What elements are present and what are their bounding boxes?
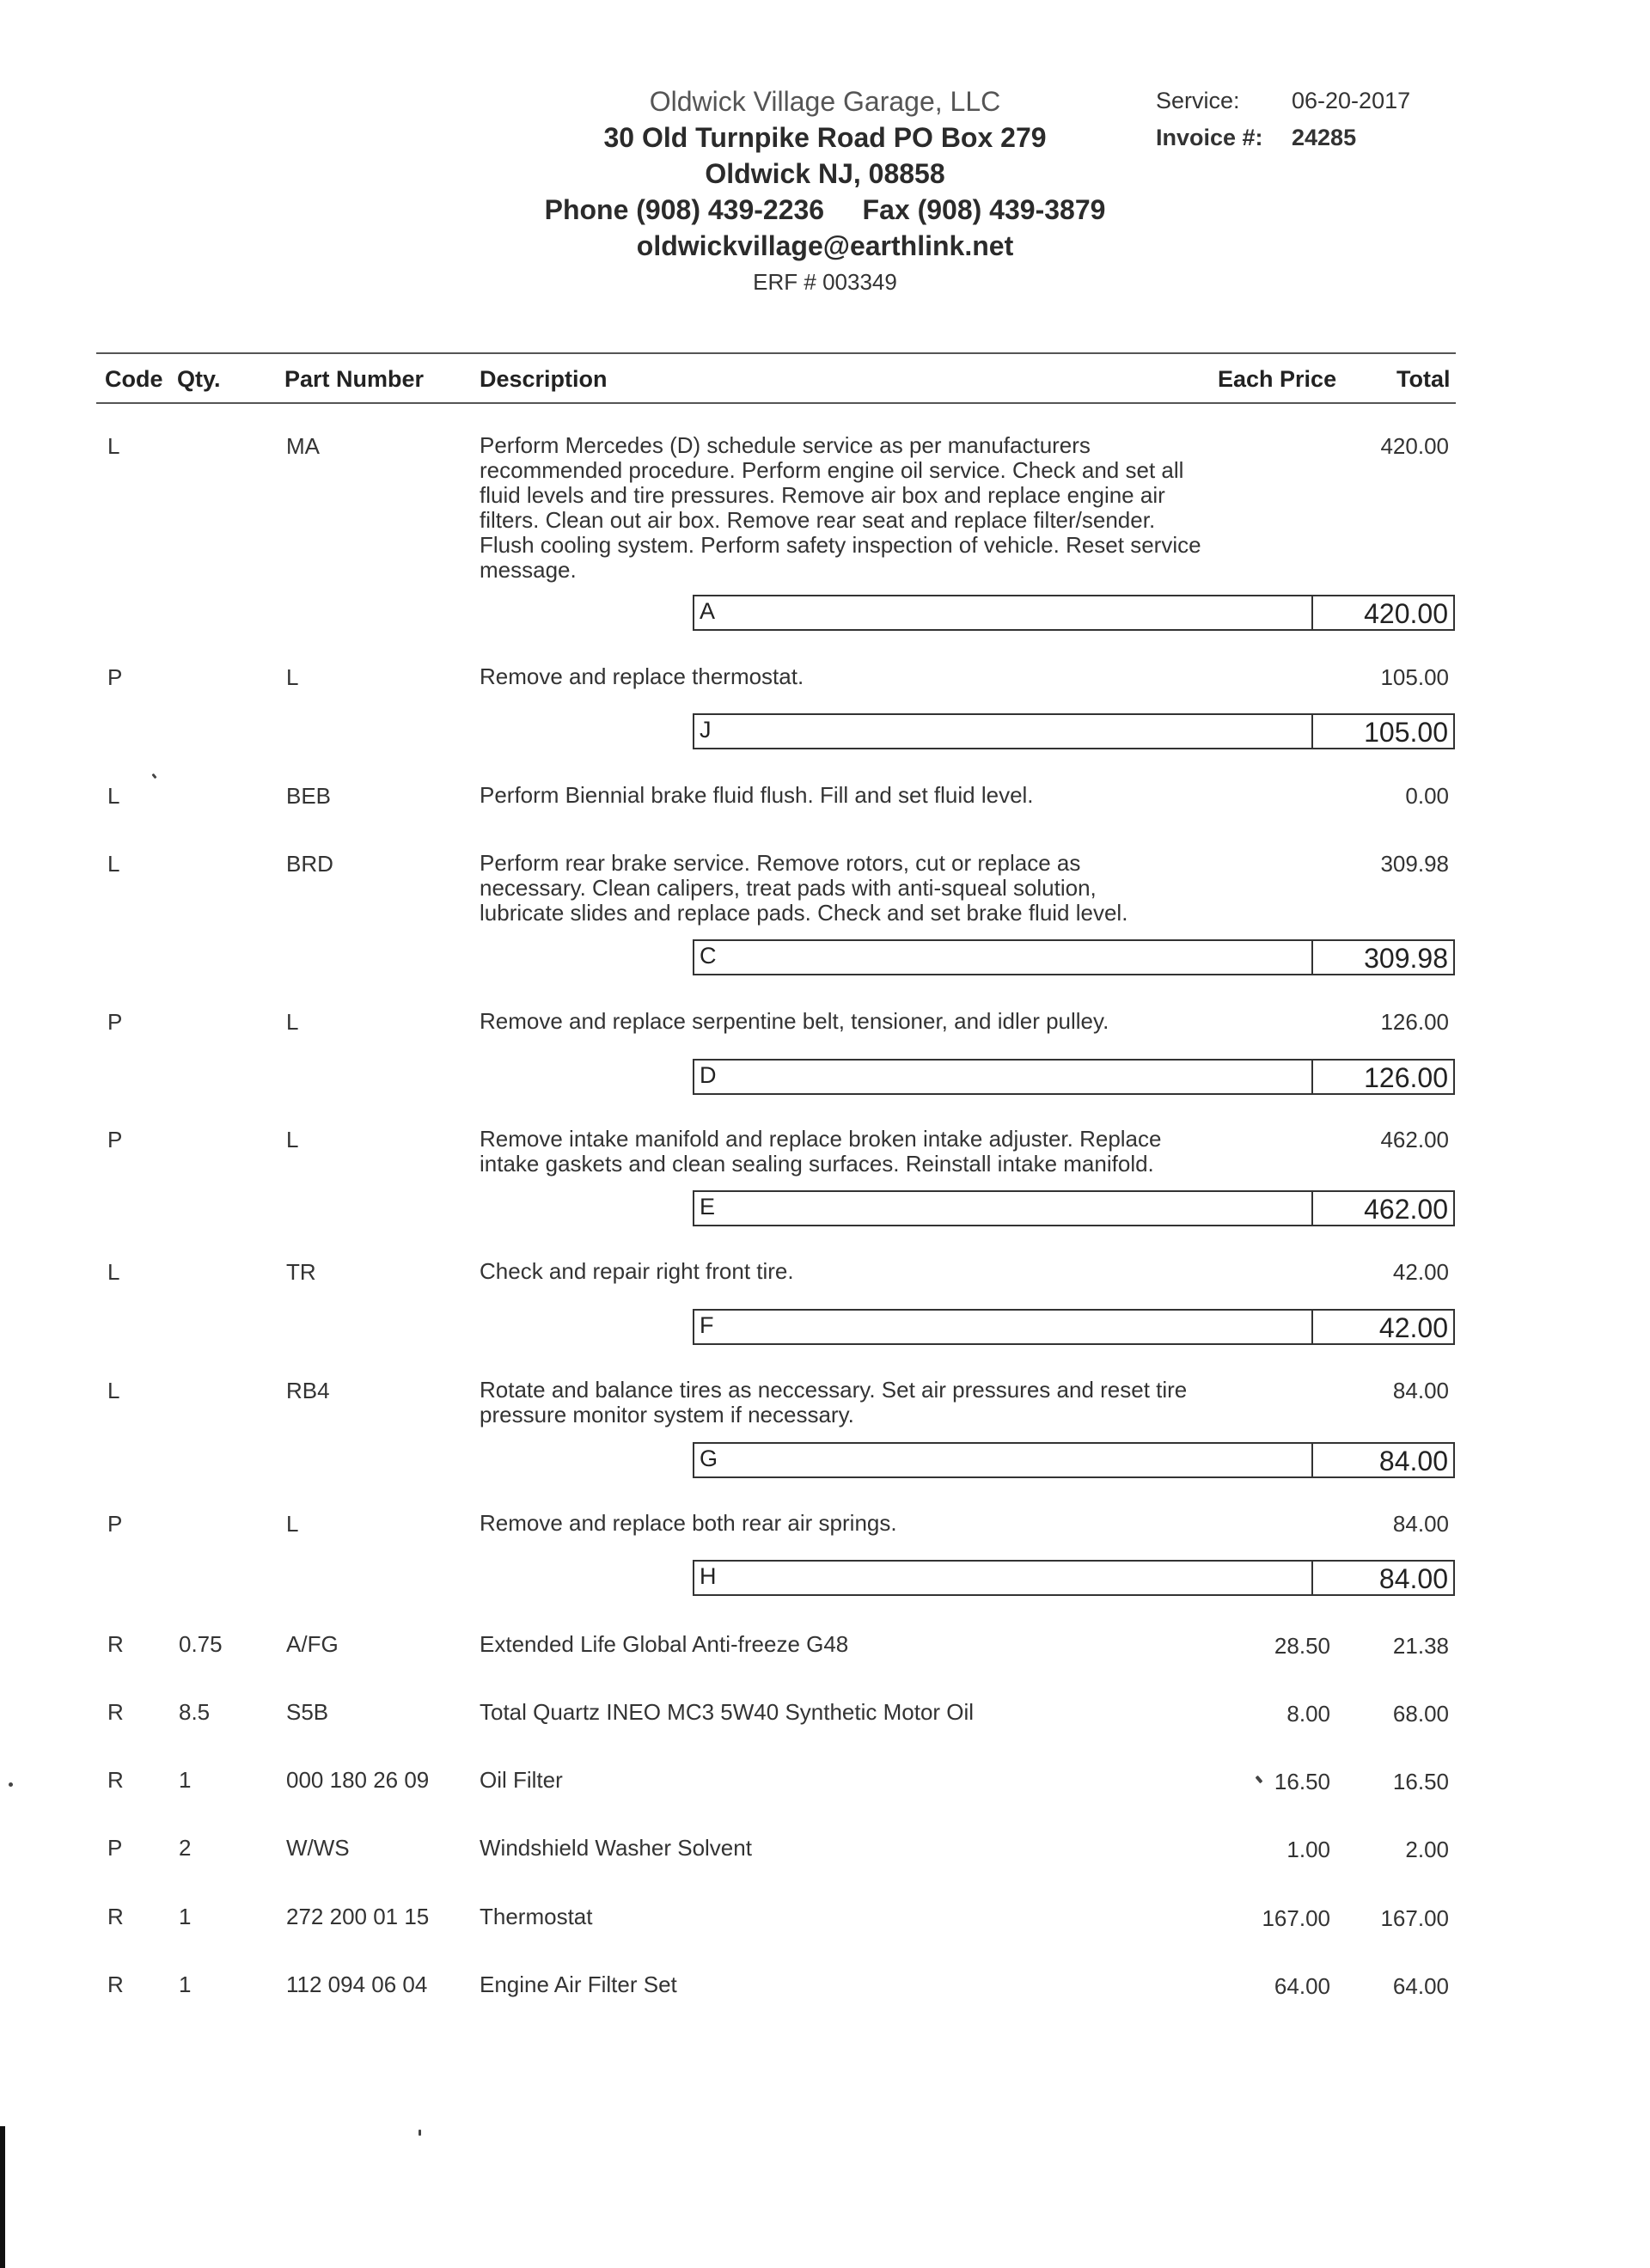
part-qty: 2 (179, 1835, 192, 1861)
part-number: S5B (286, 1699, 329, 1725)
part-qty: 8.5 (179, 1699, 211, 1725)
scan-speck (9, 1782, 13, 1787)
part-code: R (107, 1767, 124, 1793)
row-description: Remove and replace thermostat. (480, 663, 804, 689)
row-total: 0.00 (1405, 783, 1449, 809)
row-part-number: L (286, 1127, 299, 1152)
row-code: L (107, 783, 120, 809)
part-code: R (107, 1904, 124, 1929)
box-divider (1311, 941, 1313, 974)
part-qty: 1 (179, 1904, 192, 1929)
row-part-number: TR (286, 1259, 316, 1285)
job-letter: E (700, 1194, 716, 1220)
row-part-number: L (286, 1511, 299, 1537)
col-each-price: Each Price (1218, 366, 1337, 392)
job-letter: H (700, 1563, 717, 1589)
row-description: Perform Mercedes (D) schedule service as per manufacturers recommended procedure. Perform engine oil service. Check and set all fluid levels and tire pressures. Remove air box and replace engine air filters. Clean out air box. Remove rear seat and replace filter/sender. Flush cooling system. Perform safety inspection of vehicle. Reset service message. (480, 432, 1201, 583)
job-subtotal: 84.00 (1378, 1446, 1448, 1476)
part-description: Thermostat (480, 1904, 593, 1929)
col-total: Total (1396, 366, 1451, 392)
header-top-rule (96, 352, 1456, 354)
part-code: R (107, 1631, 124, 1657)
row-part-number: BEB (286, 783, 332, 809)
service-date-label: Service: (1156, 88, 1240, 113)
scan-speck (151, 773, 156, 779)
row-code: L (107, 433, 120, 459)
box-divider (1311, 1192, 1313, 1225)
part-qty: 1 (179, 1767, 192, 1793)
row-code: L (107, 851, 120, 877)
part-code: R (107, 1972, 124, 1997)
part-description: Extended Life Global Anti-freeze G48 (480, 1631, 849, 1657)
row-description: Perform Biennial brake fluid flush. Fill and set fluid level. (480, 782, 1034, 808)
row-total: 420.00 (1380, 433, 1449, 459)
job-letter: F (700, 1312, 714, 1338)
row-description: Remove intake manifold and replace broken intake adjuster. Replace intake gaskets and clean sealing surfaces. Reinstall intake manifold. (480, 1126, 1162, 1177)
part-each-price: 28.50 (1274, 1633, 1330, 1659)
row-description: Perform rear brake service. Remove rotors, cut or replace as necessary. Clean calipers, treat pads with anti-squeal solution, lubricate slides and replace pads. Check and set brake fluid level. (480, 850, 1128, 926)
row-total: 462.00 (1380, 1127, 1449, 1152)
part-number: W/WS (286, 1835, 350, 1861)
row-total: 126.00 (1380, 1009, 1449, 1035)
job-subtotal-box (693, 595, 1455, 631)
row-part-number: BRD (286, 851, 333, 877)
part-total: 21.38 (1392, 1633, 1449, 1659)
row-part-number: L (286, 1009, 299, 1035)
row-code: L (107, 1378, 120, 1403)
company-phone-fax: Phone (908) 439-2236 Fax (908) 439-3879 (544, 194, 1106, 225)
job-subtotal-box (693, 939, 1455, 975)
job-subtotal-box (693, 1560, 1455, 1596)
row-description: Check and repair right front tire. (480, 1258, 794, 1284)
job-letter: A (700, 598, 716, 624)
row-total: 309.98 (1380, 851, 1449, 877)
row-code: P (107, 1511, 123, 1537)
row-total: 84.00 (1392, 1511, 1449, 1537)
box-divider (1311, 1311, 1313, 1343)
job-subtotal: 462.00 (1364, 1194, 1448, 1225)
job-letter: J (700, 717, 712, 743)
row-code: P (107, 1127, 123, 1152)
job-subtotal: 42.00 (1378, 1312, 1448, 1343)
box-divider (1311, 1061, 1313, 1093)
job-subtotal: 420.00 (1364, 598, 1448, 629)
part-number: 112 094 06 04 (286, 1972, 428, 1997)
part-description: Engine Air Filter Set (480, 1972, 677, 1997)
scan-edge-mark (0, 2126, 5, 2268)
row-part-number: RB4 (286, 1378, 330, 1403)
part-description: Oil Filter (480, 1767, 563, 1793)
invoice-number-label: Invoice #: (1156, 125, 1263, 150)
part-total: 64.00 (1392, 1973, 1449, 1999)
row-code: P (107, 664, 123, 690)
row-total: 42.00 (1392, 1259, 1449, 1285)
box-divider (1311, 596, 1313, 629)
job-subtotal: 126.00 (1364, 1062, 1448, 1093)
part-qty: 0.75 (179, 1631, 223, 1657)
job-subtotal-box (693, 1442, 1455, 1478)
part-code: P (107, 1835, 123, 1861)
row-total: 84.00 (1392, 1378, 1449, 1403)
row-description: Remove and replace both rear air springs. (480, 1510, 897, 1536)
part-number: 000 180 26 09 (286, 1767, 430, 1793)
row-part-number: L (286, 664, 299, 690)
part-description: Windshield Washer Solvent (480, 1835, 752, 1861)
part-each-price: 8.00 (1286, 1701, 1330, 1727)
job-letter: G (700, 1446, 718, 1471)
box-divider (1311, 1444, 1313, 1476)
row-part-number: MA (286, 433, 320, 459)
col-code: Code (105, 366, 163, 392)
part-code: R (107, 1699, 124, 1725)
erf-number: ERF # 003349 (753, 269, 897, 295)
service-date-value: 06-20-2017 (1292, 88, 1411, 113)
row-total: 105.00 (1380, 664, 1449, 690)
part-qty: 1 (179, 1972, 192, 1997)
row-code: L (107, 1259, 120, 1285)
job-letter: C (700, 943, 717, 969)
box-divider (1311, 715, 1313, 748)
job-subtotal-box (693, 1059, 1455, 1095)
col-description: Description (480, 366, 608, 392)
job-letter: D (700, 1062, 717, 1088)
job-subtotal: 84.00 (1378, 1563, 1448, 1594)
part-number: A/FG (286, 1631, 339, 1657)
col-part-number: Part Number (284, 366, 425, 392)
job-subtotal-box (693, 1309, 1455, 1345)
part-number: 272 200 01 15 (286, 1904, 430, 1929)
part-total: 167.00 (1380, 1905, 1449, 1931)
job-subtotal-box (693, 713, 1455, 749)
part-total: 16.50 (1392, 1769, 1449, 1794)
company-name: Oldwick Village Garage, LLC (649, 86, 1001, 117)
company-email: oldwickvillage@earthlink.net (636, 230, 1014, 261)
row-code: P (107, 1009, 123, 1035)
part-each-price: 16.50 (1274, 1769, 1330, 1794)
row-description: Remove and replace serpentine belt, tensioner, and idler pulley. (480, 1008, 1109, 1034)
box-divider (1311, 1562, 1313, 1594)
scan-speck (419, 2130, 421, 2136)
part-description: Total Quartz INEO MC3 5W40 Synthetic Motor Oil (480, 1699, 975, 1725)
part-total: 2.00 (1405, 1837, 1449, 1862)
company-city: Oldwick NJ, 08858 (705, 158, 945, 189)
job-subtotal: 105.00 (1364, 717, 1448, 748)
part-each-price: 64.00 (1274, 1973, 1330, 1999)
job-subtotal: 309.98 (1364, 943, 1448, 974)
part-each-price: 167.00 (1262, 1905, 1330, 1931)
header-bottom-rule (96, 402, 1456, 404)
invoice-number-value: 24285 (1292, 125, 1357, 150)
col-qty: Qty. (177, 366, 221, 392)
part-total: 68.00 (1392, 1701, 1449, 1727)
job-subtotal-box (693, 1190, 1455, 1226)
row-description: Rotate and balance tires as neccessary. Set air pressures and reset tire pressure monitor system if necessary. (480, 1377, 1188, 1427)
part-each-price: 1.00 (1286, 1837, 1330, 1862)
company-address: 30 Old Turnpike Road PO Box 279 (603, 122, 1047, 153)
